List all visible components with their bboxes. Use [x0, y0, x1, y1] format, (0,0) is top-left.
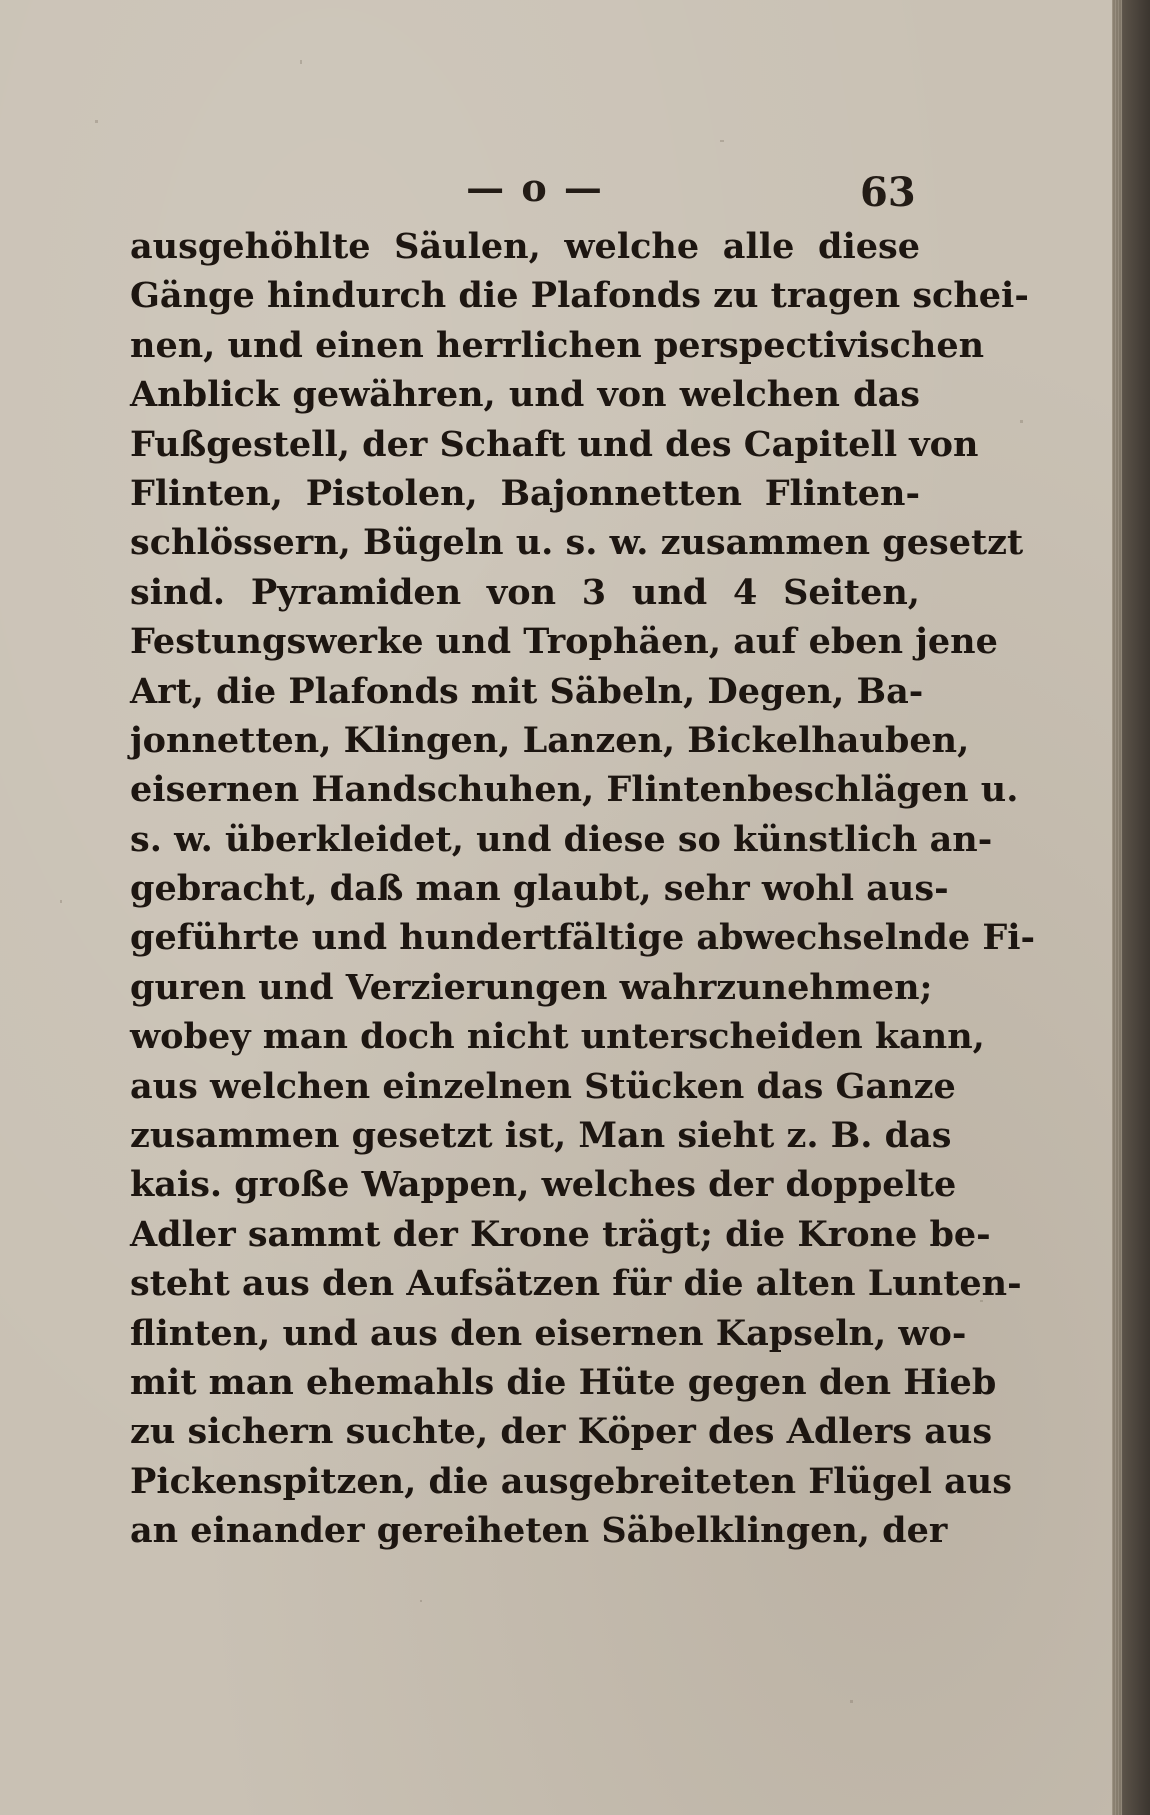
header-ornament: — o — — [466, 165, 604, 210]
text-line: wobey man doch nicht unterscheiden kann, — [130, 1016, 985, 1058]
text-line: zu sichern suchte, der Köper des Adlers aus — [130, 1411, 993, 1453]
text-line: an einander gereiheten Säbelklingen, der — [130, 1510, 948, 1552]
paper-speck — [720, 140, 724, 142]
text-line: Art, die Plafonds mit Säbeln, Degen, Ba- — [130, 670, 924, 712]
text-line: Festungswerke und Trophäen, auf eben jene — [130, 621, 998, 663]
paper-speck — [850, 1700, 853, 1703]
text-line: geführte und hundertfältige abwechselnde Fi- — [130, 917, 1036, 959]
text-line: jonnetten, Klingen, Lanzen, Bickelhauben, — [130, 719, 970, 761]
text-line: ausgehöhlte Säulen, welche alle diese — [130, 226, 920, 267]
text-line: eisernen Handschuhen, Flintenbeschlägen u. — [130, 769, 1019, 811]
text-line: steht aus den Aufsätzen für die alten Lunten- — [130, 1263, 1022, 1305]
text-line: mit man ehemahls die Hüte gegen den Hieb — [130, 1361, 997, 1403]
text-line: zusammen gesetzt ist, Man sieht z. B. das — [130, 1115, 952, 1157]
paper-speck — [60, 900, 62, 903]
text-line: kais. große Wappen, welches der doppelte — [130, 1164, 957, 1206]
text-line: Anblick gewähren, und von welchen das — [130, 374, 920, 416]
text-line: schlössern, Bügeln u. s. w. zusammen gesetzt — [130, 522, 1024, 564]
text-line: Pickenspitzen, die ausgebreiteten Flügel aus — [130, 1460, 1012, 1502]
paper-speck — [420, 1600, 422, 1602]
text-line: sind. Pyramiden von 3 und 4 Seiten, — [130, 571, 920, 613]
text-line: nen, und einen herrlichen perspectivischen — [130, 324, 985, 366]
text-line: guren und Verzierungen wahrzunehmen; — [130, 966, 933, 1008]
text-line: Fußgestell, der Schaft und des Capitell von — [130, 423, 979, 465]
page-number: 63 — [860, 169, 916, 216]
text-line: flinten, und aus den eisernen Kapseln, wo- — [130, 1312, 967, 1354]
paper-speck — [1020, 420, 1023, 423]
book-page-edge — [1112, 0, 1150, 1815]
paper-speck — [300, 60, 302, 64]
text-line: Adler sammt der Krone trägt; die Krone be- — [130, 1213, 991, 1255]
text-line: gebracht, daß man glaubt, sehr wohl aus- — [130, 868, 949, 910]
text-line: Flinten, Pistolen, Bajonnetten Flinten- — [130, 472, 920, 514]
text-line: s. w. überkleidet, und diese so künstlich an- — [130, 818, 993, 860]
body-text — [130, 222, 1036, 1556]
text-line: Gänge hindurch die Plafonds zu tragen schei- — [130, 275, 1029, 317]
page-header — [0, 165, 1112, 225]
text-line: aus welchen einzelnen Stücken das Ganze — [130, 1065, 956, 1107]
paper-speck — [95, 120, 98, 123]
